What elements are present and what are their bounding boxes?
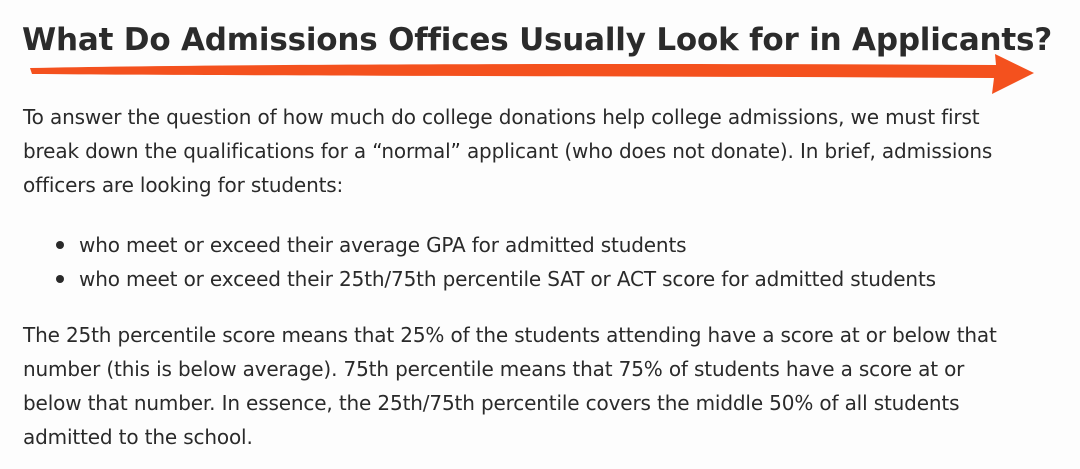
explanation-line: admitted to the school. — [23, 425, 253, 449]
intro-line: officers are looking for students: — [23, 173, 344, 197]
section-heading: What Do Admissions Offices Usually Look for in Applicants? — [22, 22, 1053, 58]
explanation-line: number (this is below average). 75th percentile means that 75% of students have a score at or — [23, 357, 965, 381]
bullet-icon — [56, 275, 64, 283]
arrow-annotation — [28, 52, 1038, 96]
intro-line: break down the qualifications for a “normal” applicant (who does not donate). In brief, admissions — [23, 139, 993, 163]
intro-line: To answer the question of how much do college donations help college admissions, we must first — [23, 105, 980, 129]
bullet-icon — [56, 241, 64, 249]
intro-paragraph — [23, 100, 992, 202]
explanation-paragraph — [23, 318, 997, 454]
list-item-text: who meet or exceed their average GPA for admitted students — [79, 233, 687, 257]
explanation-line: The 25th percentile score means that 25% of the students attending have a score at or below that — [23, 323, 997, 347]
explanation-line: below that number. In essence, the 25th/75th percentile covers the middle 50% of all students — [23, 391, 960, 415]
list-item-text: who meet or exceed their 25th/75th percentile SAT or ACT score for admitted students — [79, 267, 936, 291]
